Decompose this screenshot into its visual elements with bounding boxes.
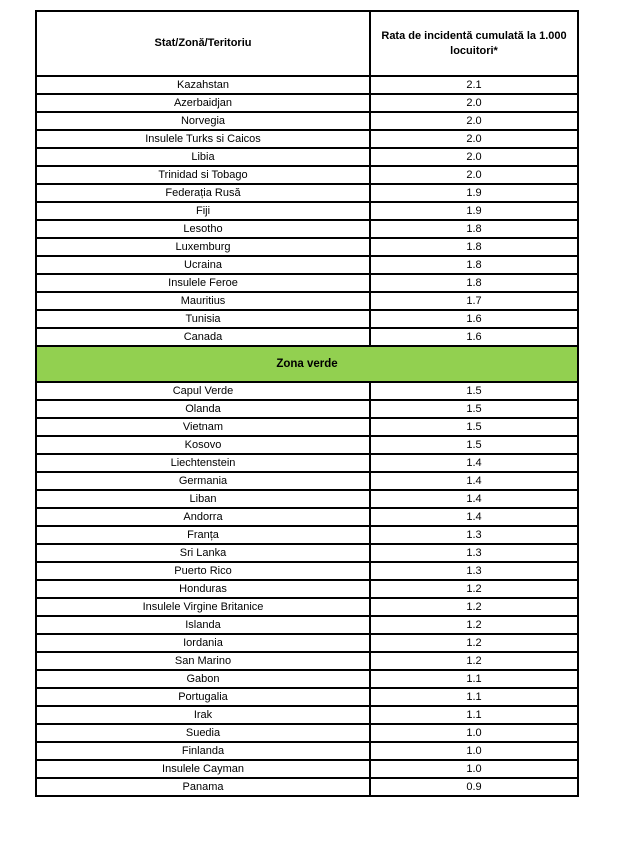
territory-cell: Fiji bbox=[36, 202, 370, 220]
territory-cell: Panama bbox=[36, 778, 370, 796]
rate-cell: 1.5 bbox=[370, 400, 578, 418]
rate-cell: 1.7 bbox=[370, 292, 578, 310]
rate-cell: 1.4 bbox=[370, 454, 578, 472]
table-row bbox=[36, 526, 578, 544]
territory-cell: Tunisia bbox=[36, 310, 370, 328]
rate-cell: 1.0 bbox=[370, 724, 578, 742]
territory-cell: Federația Rusă bbox=[36, 184, 370, 202]
territory-cell: Olanda bbox=[36, 400, 370, 418]
rate-cell: 2.0 bbox=[370, 130, 578, 148]
table-row bbox=[36, 634, 578, 652]
header-row bbox=[36, 11, 578, 76]
rate-cell: 1.5 bbox=[370, 436, 578, 454]
table-row bbox=[36, 508, 578, 526]
rate-cell: 1.8 bbox=[370, 238, 578, 256]
territory-cell: Azerbaidjan bbox=[36, 94, 370, 112]
zone-band-label: Zona verde bbox=[36, 346, 578, 382]
territory-cell: Mauritius bbox=[36, 292, 370, 310]
rate-cell: 1.4 bbox=[370, 490, 578, 508]
territory-cell: Sri Lanka bbox=[36, 544, 370, 562]
table-row bbox=[36, 472, 578, 490]
table-row bbox=[36, 616, 578, 634]
rate-cell: 1.1 bbox=[370, 688, 578, 706]
table-row bbox=[36, 238, 578, 256]
table-row bbox=[36, 382, 578, 400]
table-row bbox=[36, 706, 578, 724]
column-header-rate bbox=[370, 11, 578, 76]
rate-cell: 2.0 bbox=[370, 94, 578, 112]
territory-cell: Insulele Virgine Britanice bbox=[36, 598, 370, 616]
territory-cell: Portugalia bbox=[36, 688, 370, 706]
table-row bbox=[36, 274, 578, 292]
table-row bbox=[36, 562, 578, 580]
table-row bbox=[36, 184, 578, 202]
table-row bbox=[36, 742, 578, 760]
rate-cell: 1.3 bbox=[370, 562, 578, 580]
rate-cell: 1.0 bbox=[370, 742, 578, 760]
column-header-rate-line2: locuitori* bbox=[450, 44, 498, 57]
table-row bbox=[36, 400, 578, 418]
territory-cell: Ucraina bbox=[36, 256, 370, 274]
territory-cell: Kosovo bbox=[36, 436, 370, 454]
territory-cell: Franța bbox=[36, 526, 370, 544]
rate-cell: 2.1 bbox=[370, 76, 578, 94]
table-row bbox=[36, 652, 578, 670]
territory-cell: Insulele Turks si Caicos bbox=[36, 130, 370, 148]
territory-cell: Kazahstan bbox=[36, 76, 370, 94]
territory-cell: Capul Verde bbox=[36, 382, 370, 400]
table-row bbox=[36, 292, 578, 310]
table-row bbox=[36, 202, 578, 220]
table-row bbox=[36, 418, 578, 436]
territory-cell: Liban bbox=[36, 490, 370, 508]
rate-cell: 1.1 bbox=[370, 706, 578, 724]
territory-cell: Puerto Rico bbox=[36, 562, 370, 580]
territory-cell: Suedia bbox=[36, 724, 370, 742]
table-row bbox=[36, 328, 578, 346]
rate-cell: 1.5 bbox=[370, 418, 578, 436]
rate-cell: 1.9 bbox=[370, 184, 578, 202]
territory-cell: Luxemburg bbox=[36, 238, 370, 256]
rate-cell: 1.3 bbox=[370, 544, 578, 562]
table-row bbox=[36, 76, 578, 94]
rate-cell: 1.3 bbox=[370, 526, 578, 544]
table-row bbox=[36, 490, 578, 508]
territory-cell: Lesotho bbox=[36, 220, 370, 238]
rate-cell: 1.1 bbox=[370, 670, 578, 688]
table-row bbox=[36, 166, 578, 184]
table-row bbox=[36, 760, 578, 778]
zone-band-row bbox=[36, 346, 578, 382]
rate-cell: 1.9 bbox=[370, 202, 578, 220]
table-row bbox=[36, 778, 578, 796]
table-row bbox=[36, 310, 578, 328]
table-row bbox=[36, 598, 578, 616]
table-row bbox=[36, 148, 578, 166]
territory-cell: San Marino bbox=[36, 652, 370, 670]
territory-cell: Iordania bbox=[36, 634, 370, 652]
table-row bbox=[36, 688, 578, 706]
territory-cell: Insulele Feroe bbox=[36, 274, 370, 292]
territory-cell: Andorra bbox=[36, 508, 370, 526]
territory-cell: Germania bbox=[36, 472, 370, 490]
rate-cell: 1.2 bbox=[370, 580, 578, 598]
table-row bbox=[36, 436, 578, 454]
rate-cell: 1.2 bbox=[370, 634, 578, 652]
rate-cell: 1.2 bbox=[370, 616, 578, 634]
rate-cell: 2.0 bbox=[370, 166, 578, 184]
territory-cell: Canada bbox=[36, 328, 370, 346]
rate-cell: 1.0 bbox=[370, 760, 578, 778]
table-row bbox=[36, 256, 578, 274]
rate-cell: 2.0 bbox=[370, 112, 578, 130]
table-row bbox=[36, 580, 578, 598]
table-row bbox=[36, 220, 578, 238]
rate-cell: 1.6 bbox=[370, 328, 578, 346]
territory-cell: Trinidad si Tobago bbox=[36, 166, 370, 184]
rate-cell: 1.6 bbox=[370, 310, 578, 328]
territory-cell: Insulele Cayman bbox=[36, 760, 370, 778]
table-row bbox=[36, 724, 578, 742]
rate-cell: 1.8 bbox=[370, 274, 578, 292]
table-row bbox=[36, 454, 578, 472]
territory-cell: Islanda bbox=[36, 616, 370, 634]
column-header-rate-line1: Rata de incidentă cumulată la 1.000 bbox=[381, 29, 567, 42]
territory-cell: Vietnam bbox=[36, 418, 370, 436]
rate-cell: 1.4 bbox=[370, 508, 578, 526]
table-row bbox=[36, 670, 578, 688]
table-row bbox=[36, 112, 578, 130]
rate-cell: 1.8 bbox=[370, 256, 578, 274]
rate-cell: 2.0 bbox=[370, 148, 578, 166]
territory-cell: Libia bbox=[36, 148, 370, 166]
column-header-state: Stat/Zonă/Teritoriu bbox=[36, 11, 370, 76]
territory-cell: Finlanda bbox=[36, 742, 370, 760]
rate-cell: 0.9 bbox=[370, 778, 578, 796]
incidence-table bbox=[35, 10, 579, 797]
territory-cell: Liechtenstein bbox=[36, 454, 370, 472]
rate-cell: 1.8 bbox=[370, 220, 578, 238]
rate-cell: 1.2 bbox=[370, 652, 578, 670]
table-row bbox=[36, 130, 578, 148]
territory-cell: Norvegia bbox=[36, 112, 370, 130]
rate-cell: 1.4 bbox=[370, 472, 578, 490]
rate-cell: 1.5 bbox=[370, 382, 578, 400]
table-row bbox=[36, 94, 578, 112]
territory-cell: Irak bbox=[36, 706, 370, 724]
table-row bbox=[36, 544, 578, 562]
territory-cell: Honduras bbox=[36, 580, 370, 598]
territory-cell: Gabon bbox=[36, 670, 370, 688]
rate-cell: 1.2 bbox=[370, 598, 578, 616]
